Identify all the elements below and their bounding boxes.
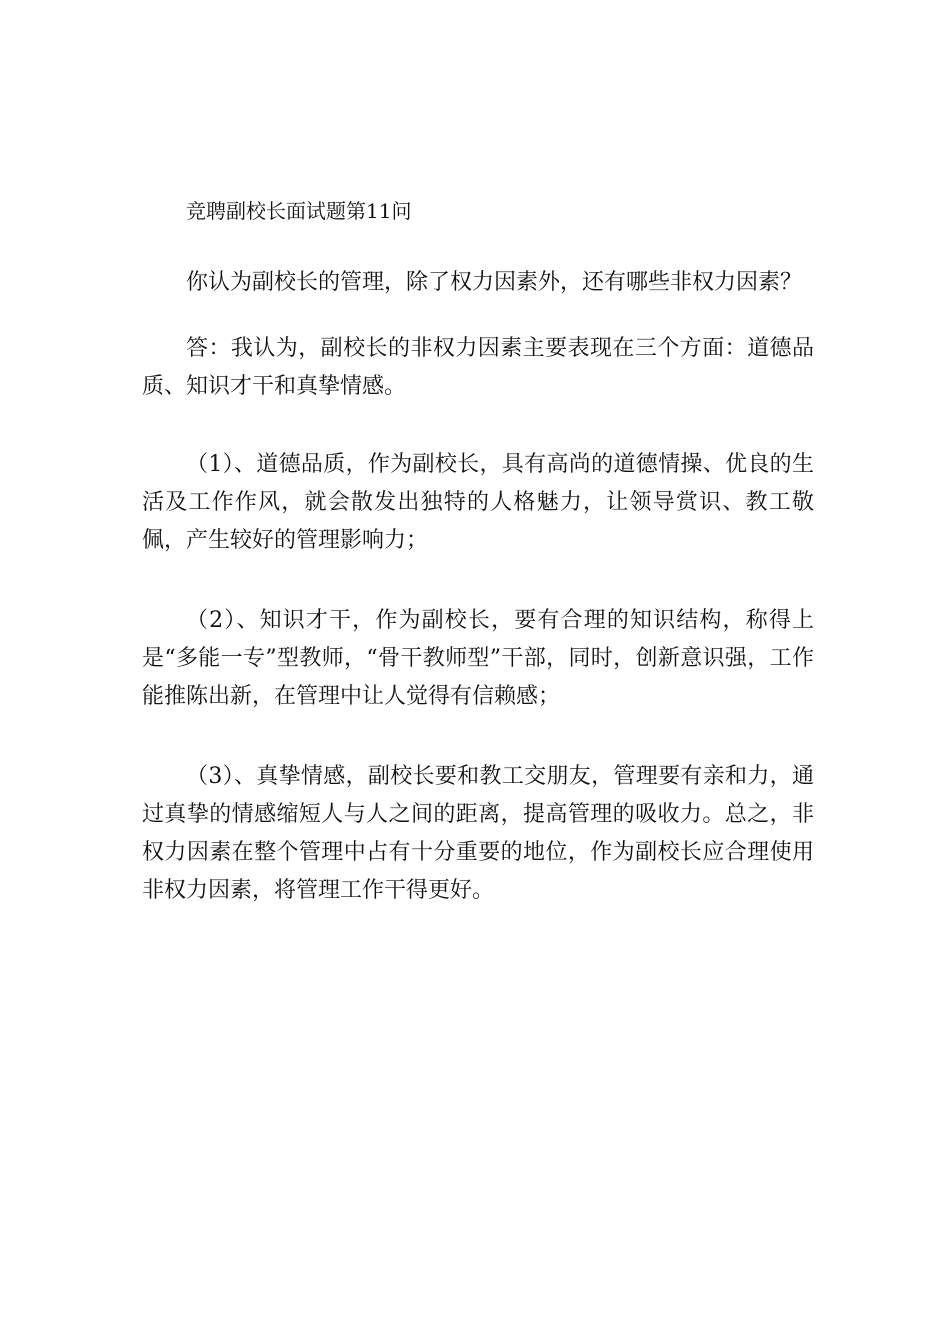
point-paragraph-1: （1）、道德品质，作为副校长，具有高尚的道德情操、优良的生活及工作作风，就会散发出独特的人格魅力，让领导赏识、教工敬佩，产生较好的管理影响力； xyxy=(142,452,814,553)
point-paragraph-2: （2）、知识才干，作为副校长，要有合理的知识结构，称得上是“多能一专”型教师，“骨干教师型”干部，同时，创新意识强，工作能推陈出新，在管理中让人觉得有信赖感； xyxy=(142,608,814,709)
document-title: 竞聘副校长面试题第11问 xyxy=(186,199,412,223)
question-paragraph: 你认为副校长的管理，除了权力因素外，还有哪些非权力因素？ xyxy=(186,270,803,295)
answer-paragraph: 答：我认为，副校长的非权力因素主要表现在三个方面：道德品质、知识才干和真挚情感。 xyxy=(142,336,814,399)
point-paragraph-3: （3）、真挚情感，副校长要和教工交朋友，管理要有亲和力，通过真挚的情感缩短人与人之间的距离，提高管理的吸收力。总之，非权力因素在整个管理中占有十分重要的地位，作为副校长应合理使用非权力因素，将管理工作干得更好。 xyxy=(142,764,814,903)
document-body xyxy=(142,192,814,910)
